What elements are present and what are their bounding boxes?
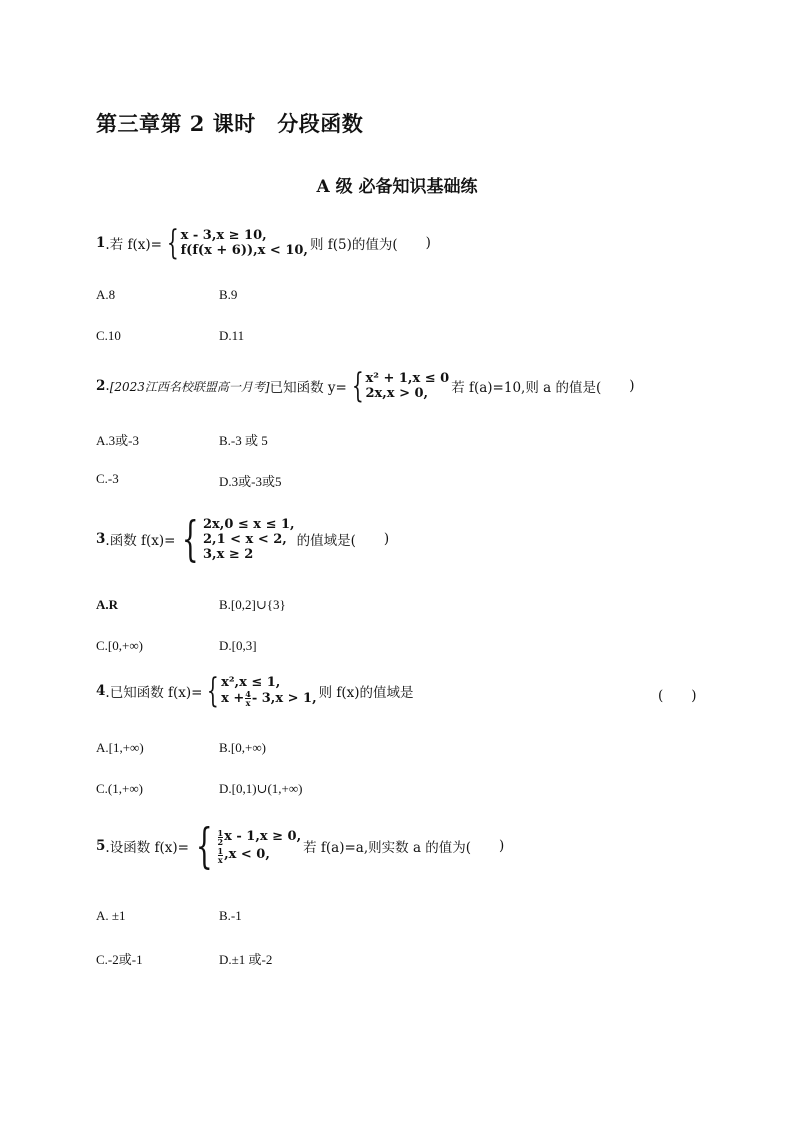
question-text: .设函数 f(x)= [105, 840, 189, 856]
question-text: .若 f(x)= [105, 237, 162, 253]
question-4 [96, 671, 414, 711]
option-b: B.-1 [219, 908, 242, 923]
answer-paren: ) [383, 531, 390, 547]
question-text: 则 f(x)的值域是 [318, 685, 414, 701]
answer-paren: ) [691, 688, 697, 704]
piecewise-brace: { 2x,0 ≤ x ≤ 1, 2,1 < x < 2, 3,x ≥ 2 [182, 511, 295, 567]
option-c: C.10 [96, 328, 121, 343]
fraction: $\frac{4}{x}$ [245, 689, 251, 708]
option-c: C.[0,+∞) [96, 638, 143, 653]
option-b: B.[0,2]∪{3} [219, 597, 286, 612]
piecewise-brace: { x²,x ≤ 1, x + $\frac{4}{x}$ - 3,x > 1, [207, 671, 317, 711]
question-number: 5 [96, 838, 106, 854]
option-a: A.[1,+∞) [96, 740, 144, 755]
option-b: B.[0,+∞) [219, 740, 266, 755]
case-line: f(f(x + 6)),x < 10, [180, 243, 308, 258]
option-a: A.3或-3 [96, 433, 139, 448]
answer-paren: ) [499, 838, 505, 854]
question-text: 的值域是( [296, 533, 356, 549]
question-source: [2023江西名校联盟高一月考] [109, 379, 270, 394]
question-number: 2 [96, 378, 106, 394]
question-number: 1 [96, 235, 106, 251]
answer-paren-group [658, 688, 697, 704]
option-d: D.3或-3或5 [219, 474, 282, 489]
case-line: $\frac{1}{2}$ x - 1,x ≥ 0, [217, 827, 302, 847]
piecewise-brace: { x - 3,x ≥ 10, f(f(x + 6)),x < 10, [166, 223, 308, 263]
option-d: D.11 [219, 328, 245, 343]
question-3 [96, 511, 390, 567]
question-5 [96, 818, 505, 874]
option-d: D.[0,3] [219, 638, 257, 653]
question-2 [96, 366, 635, 406]
case-line: 2x,0 ≤ x ≤ 1, [203, 516, 295, 532]
question-text: . [105, 378, 110, 394]
question-number: 3 [96, 531, 106, 547]
question-text: 若 f(a)=10,则 a 的值是( [451, 380, 602, 396]
option-a: A.8 [96, 287, 116, 302]
question-text: 已知函数 y= [269, 380, 347, 396]
case-line: 3,x ≥ 2 [203, 546, 254, 562]
question-1 [96, 223, 431, 263]
page-title: 第三章第 2 课时 分段函数 [96, 111, 364, 136]
piecewise-brace: { $\frac{1}{2}$ x - 1,x ≥ 0, $\frac{1}{x}$ ,x < 0, [195, 818, 302, 874]
question-text: 若 f(a)=a,则实数 a 的值为( [303, 840, 472, 856]
question-text: .函数 f(x)= [105, 533, 176, 549]
option-b: B.-3 或 5 [219, 433, 268, 448]
option-a: A.R [96, 597, 119, 612]
piecewise-brace: { x² + 1,x ≤ 0 2x,x > 0, [351, 366, 450, 406]
question-number: 4 [96, 683, 106, 699]
case-line: $\frac{1}{x}$ ,x < 0, [217, 845, 270, 865]
case-line: x - 3,x ≥ 10, [180, 228, 267, 243]
fraction: $\frac{1}{x}$ [217, 845, 224, 865]
answer-paren-open: ( [658, 688, 664, 704]
option-c: C.-2或-1 [96, 952, 143, 967]
section-heading: A 级 必备知识基础练 [316, 177, 478, 197]
option-d: D.±1 或-2 [219, 952, 273, 967]
case-line: x²,x ≤ 1, [221, 675, 281, 690]
case-line: 2x,x > 0, [365, 386, 429, 401]
answer-paren: ) [629, 378, 635, 394]
option-c: C.(1,+∞) [96, 781, 143, 796]
question-text: 则 f(5)的值为( [309, 237, 398, 253]
option-d: D.[0,1)∪(1,+∞) [219, 781, 303, 796]
option-a: A. ±1 [96, 908, 126, 923]
option-c: C.-3 [96, 471, 119, 486]
answer-paren: ) [425, 235, 431, 251]
case-line: x² + 1,x ≤ 0 [365, 371, 450, 386]
case-line: x + $\frac{4}{x}$ - 3,x > 1, [221, 689, 317, 708]
option-b: B.9 [219, 287, 238, 302]
case-line: 2,1 < x < 2, [203, 531, 287, 547]
fraction: $\frac{1}{2}$ [217, 827, 224, 847]
question-text: .已知函数 f(x)= [105, 685, 203, 701]
